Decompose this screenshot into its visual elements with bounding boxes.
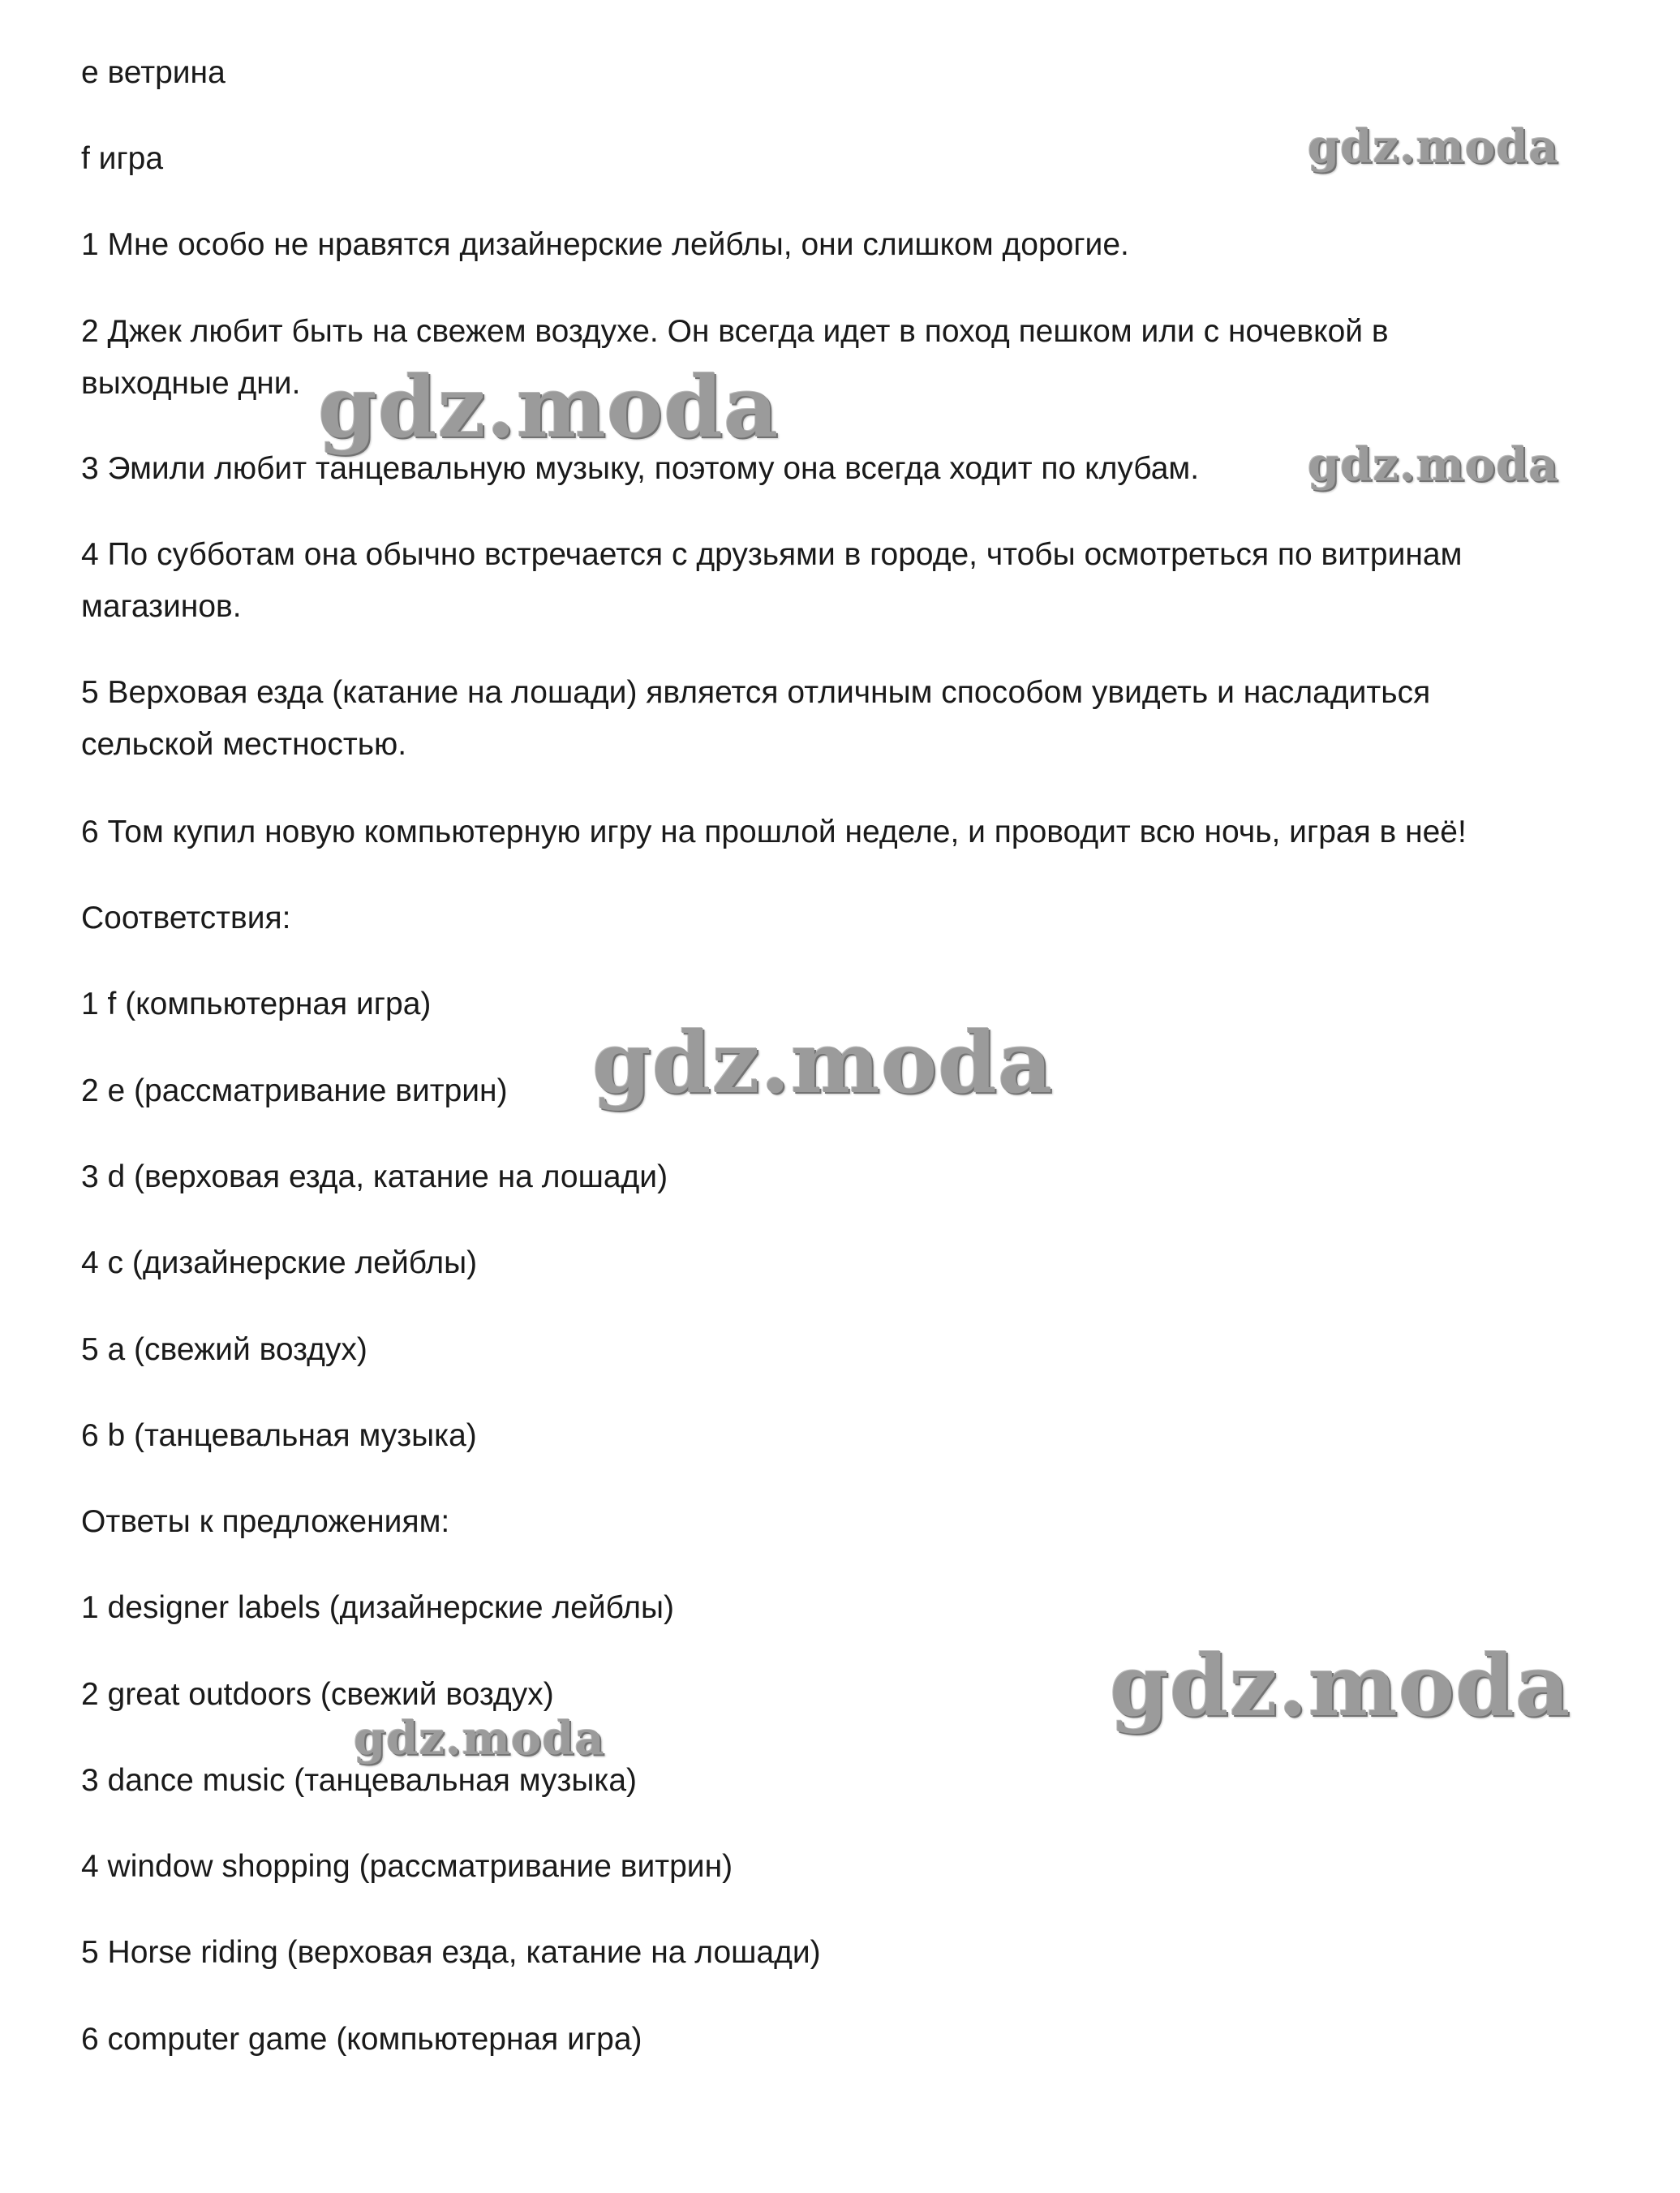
watermark: gdz.moda — [592, 1013, 1054, 1112]
text-line: 4 По субботам она обычно встречается с друзьями в городе, чтобы осмотреться по витринам — [81, 537, 1463, 572]
text-line: 5 Верховая езда (катание на лошади) является отличным способом увидеть и насладиться — [81, 675, 1431, 710]
text-line: сельской местностью. — [81, 727, 407, 762]
text-line: 2 Джек любит быть на свежем воздухе. Он всегда идет в поход пешком или с ночевкой в — [81, 314, 1389, 349]
text-line: f игра — [81, 141, 164, 176]
text-line: 6 Том купил новую компьютерную игру на прошлой неделе, и проводит всю ночь, играя в неё! — [81, 815, 1467, 849]
section-heading: Соответствия: — [81, 901, 291, 935]
section-heading: Ответы к предложениям: — [81, 1504, 450, 1539]
text-line: выходные дни. — [81, 366, 301, 401]
text-line: e ветрина — [81, 55, 226, 90]
text-line: 2 great outdoors (свежий воздух) — [81, 1677, 554, 1712]
text-line: 6 b (танцевальная музыка) — [81, 1418, 477, 1453]
watermark: gdz.moda — [1110, 1636, 1571, 1735]
text-line: 3 dance music (танцевальная музыка) — [81, 1763, 638, 1798]
text-line: 2 e (рассматривание витрин) — [81, 1073, 508, 1108]
watermark: gdz.moda — [1308, 438, 1559, 492]
watermark: gdz.moda — [354, 1712, 605, 1765]
text-line: 1 f (компьютерная игра) — [81, 987, 432, 1021]
text-line: 3 Эмили любит танцевальную музыку, поэтому она всегда ходит по клубам. — [81, 451, 1200, 486]
text-line: 3 d (верховая езда, катание на лошади) — [81, 1159, 668, 1194]
text-line: 5 Horse riding (верховая езда, катание на лошади) — [81, 1935, 821, 1970]
text-line: 1 designer labels (дизайнерские лейблы) — [81, 1590, 674, 1625]
text-line: 6 computer game (компьютерная игра) — [81, 2022, 642, 2057]
watermark: gdz.moda — [318, 357, 780, 457]
text-line: 4 window shopping (рассматривание витрин) — [81, 1849, 733, 1884]
text-line: 1 Мне особо не нравятся дизайнерские лейблы, они слишком дорогие. — [81, 227, 1129, 262]
text-line: 4 c (дизайнерские лейблы) — [81, 1245, 478, 1280]
text-line: 5 a (свежий воздух) — [81, 1332, 367, 1367]
text-line: магазинов. — [81, 589, 242, 624]
watermark: gdz.moda — [1308, 120, 1559, 174]
